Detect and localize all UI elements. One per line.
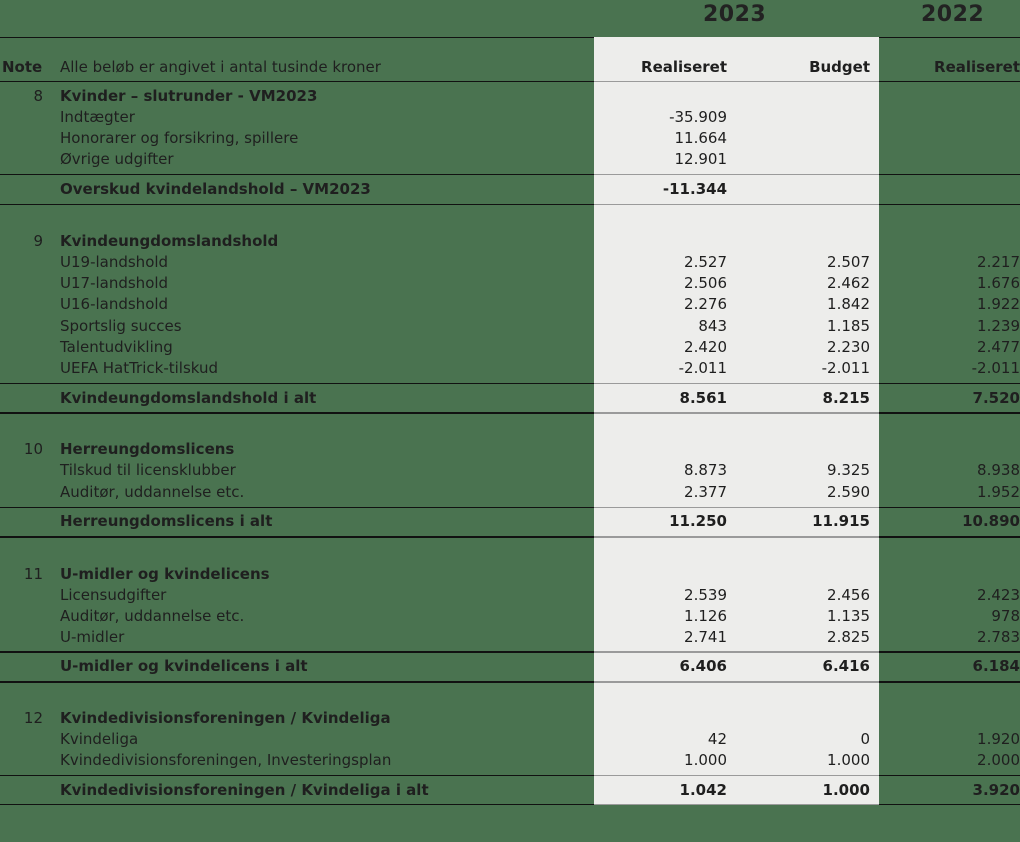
- section-title-row: [0, 231, 1020, 252]
- total-row: [0, 656, 1020, 677]
- table-row: [0, 273, 1020, 294]
- table-row: [0, 729, 1020, 750]
- section-title-row: [0, 86, 1020, 107]
- table-row: [0, 358, 1020, 379]
- realiseret-2023-value: 2.539: [684, 586, 727, 604]
- note-number: 8: [33, 87, 43, 105]
- total-row: [0, 179, 1020, 200]
- total-budget-2023: 8.215: [822, 389, 870, 407]
- table-row: [0, 149, 1020, 170]
- total-realiseret-2022: 3.920: [972, 781, 1020, 799]
- row-label: U16-landshold: [60, 295, 169, 313]
- note-number: 10: [23, 440, 43, 458]
- realiseret-2023-value: -35.909: [669, 108, 727, 126]
- row-label: Honorarer og forsikring, spillere: [60, 129, 299, 147]
- realiseret-2022-value: 2.000: [977, 751, 1020, 769]
- total-label: Kvindeungdomslandshold i alt: [60, 389, 317, 407]
- divider: [0, 383, 1020, 384]
- realiseret-2023-value: 1.126: [684, 607, 727, 625]
- table-row: [0, 252, 1020, 273]
- row-label: Talentudvikling: [60, 338, 173, 356]
- realiseret-2022-value: 1.920: [977, 730, 1020, 748]
- realiseret-2023-value: 843: [698, 317, 727, 335]
- realiseret-2023-value: 1.000: [684, 751, 727, 769]
- note-number: 9: [33, 232, 43, 250]
- realiseret-2023-value: 2.527: [684, 253, 727, 271]
- budget-2023-value: 0: [860, 730, 870, 748]
- divider: [0, 804, 1020, 805]
- year-2022-heading: 2022: [921, 2, 985, 27]
- budget-2023-value: 1.185: [827, 317, 870, 335]
- realiseret-2023-value: 8.873: [684, 461, 727, 479]
- row-label: U19-landshold: [60, 253, 169, 271]
- row-label: Indtægter: [60, 108, 135, 126]
- realiseret-2022-value: 2.423: [977, 586, 1020, 604]
- divider: [0, 651, 1020, 653]
- table-row: [0, 750, 1020, 771]
- total-realiseret-2023: 1.042: [679, 781, 727, 799]
- row-label: Auditør, uddannelse etc.: [60, 607, 245, 625]
- table-row: [0, 606, 1020, 627]
- table-row: [0, 316, 1020, 337]
- divider: [0, 536, 1020, 538]
- divider: [0, 204, 1020, 205]
- divider: [0, 681, 1020, 683]
- total-label: U-midler og kvindelicens i alt: [60, 657, 308, 675]
- budget-2023-value: 2.507: [827, 253, 870, 271]
- row-label: U17-landshold: [60, 274, 169, 292]
- table-row: [0, 128, 1020, 149]
- note-number: 11: [23, 565, 43, 583]
- total-realiseret-2023: 6.406: [679, 657, 727, 675]
- note-number: 12: [23, 709, 43, 727]
- total-row: [0, 388, 1020, 409]
- budget-2023-value: -2.011: [821, 359, 870, 377]
- note-column-header: Note: [2, 58, 43, 76]
- total-budget-2023: 11.915: [812, 512, 870, 530]
- col-header-realiseret-2022: Realiseret: [934, 58, 1020, 76]
- section-title: U-midler og kvindelicens: [60, 565, 270, 583]
- realiseret-2022-value: 978: [991, 607, 1020, 625]
- amount-unit-description: Alle beløb er angivet i antal tusinde kroner: [60, 58, 381, 76]
- realiseret-2022-value: 1.952: [977, 483, 1020, 501]
- total-label: Kvindedivisionsforeningen / Kvindeliga i alt: [60, 781, 429, 799]
- total-budget-2023: 1.000: [822, 781, 870, 799]
- budget-2023-value: 2.590: [827, 483, 870, 501]
- budget-2023-value: 1.135: [827, 607, 870, 625]
- total-realiseret-2022: 10.890: [962, 512, 1020, 530]
- budget-2023-value: 2.825: [827, 628, 870, 646]
- budget-2023-value: 2.456: [827, 586, 870, 604]
- table-row: [0, 460, 1020, 481]
- divider: [0, 81, 1020, 82]
- col-header-realiseret-2023: Realiseret: [641, 58, 727, 76]
- budget-2023-value: 2.230: [827, 338, 870, 356]
- table-row: [0, 585, 1020, 606]
- section-title: Kvindeungdomslandshold: [60, 232, 279, 250]
- total-realiseret-2023: 8.561: [679, 389, 727, 407]
- table-row: [0, 294, 1020, 315]
- realiseret-2022-value: 1.922: [977, 295, 1020, 313]
- section-title: Herreungdomslicens: [60, 440, 235, 458]
- section-title: Kvindedivisionsforeningen / Kvindeliga: [60, 709, 391, 727]
- divider: [0, 412, 1020, 414]
- realiseret-2022-value: 2.217: [977, 253, 1020, 271]
- row-label: U-midler: [60, 628, 125, 646]
- realiseret-2022-value: 1.239: [977, 317, 1020, 335]
- realiseret-2022-value: 1.676: [977, 274, 1020, 292]
- budget-2023-value: 9.325: [827, 461, 870, 479]
- divider: [0, 174, 1020, 175]
- section-title-row: [0, 439, 1020, 460]
- total-row: [0, 511, 1020, 532]
- realiseret-2022-value: 2.783: [977, 628, 1020, 646]
- row-label: UEFA HatTrick-tilskud: [60, 359, 219, 377]
- budget-2023-value: 1.842: [827, 295, 870, 313]
- budget-2023-value: 2.462: [827, 274, 870, 292]
- total-realiseret-2023: -11.344: [662, 180, 727, 198]
- table-row: [0, 482, 1020, 503]
- realiseret-2022-value: 2.477: [977, 338, 1020, 356]
- column-header-row: [0, 57, 1020, 78]
- realiseret-2023-value: 2.276: [684, 295, 727, 313]
- table-row: [0, 107, 1020, 128]
- realiseret-2022-value: 8.938: [977, 461, 1020, 479]
- section-title: Kvinder – slutrunder - VM2023: [60, 87, 318, 105]
- total-realiseret-2022: 7.520: [972, 389, 1020, 407]
- realiseret-2023-value: 2.741: [684, 628, 727, 646]
- total-label: Herreungdomslicens i alt: [60, 512, 273, 530]
- realiseret-2023-value: 12.901: [674, 150, 727, 168]
- divider: [0, 507, 1020, 508]
- col-header-budget-2023: Budget: [809, 58, 870, 76]
- total-realiseret-2022: 6.184: [972, 657, 1020, 675]
- row-label: Tilskud til licensklubber: [60, 461, 236, 479]
- year-2023-heading: 2023: [703, 2, 767, 27]
- row-label: Auditør, uddannelse etc.: [60, 483, 245, 501]
- divider: [0, 775, 1020, 776]
- realiseret-2022-value: -2.011: [971, 359, 1020, 377]
- realiseret-2023-value: -2.011: [678, 359, 727, 377]
- realiseret-2023-value: 42: [707, 730, 727, 748]
- realiseret-2023-value: 2.506: [684, 274, 727, 292]
- total-label: Overskud kvindelandshold – VM2023: [60, 180, 371, 198]
- total-row: [0, 780, 1020, 801]
- table-row: [0, 627, 1020, 648]
- budget-2023-value: 1.000: [827, 751, 870, 769]
- section-title-row: [0, 708, 1020, 729]
- divider: [0, 37, 1020, 38]
- row-label: Sportslig succes: [60, 317, 182, 335]
- realiseret-2023-value: 2.377: [684, 483, 727, 501]
- total-realiseret-2023: 11.250: [669, 512, 727, 530]
- row-label: Licensudgifter: [60, 586, 167, 604]
- row-label: Øvrige udgifter: [60, 150, 174, 168]
- realiseret-2023-value: 11.664: [674, 129, 727, 147]
- row-label: Kvindedivisionsforeningen, Investeringsplan: [60, 751, 392, 769]
- total-budget-2023: 6.416: [822, 657, 870, 675]
- row-label: Kvindeliga: [60, 730, 139, 748]
- table-row: [0, 337, 1020, 358]
- section-title-row: [0, 564, 1020, 585]
- realiseret-2023-value: 2.420: [684, 338, 727, 356]
